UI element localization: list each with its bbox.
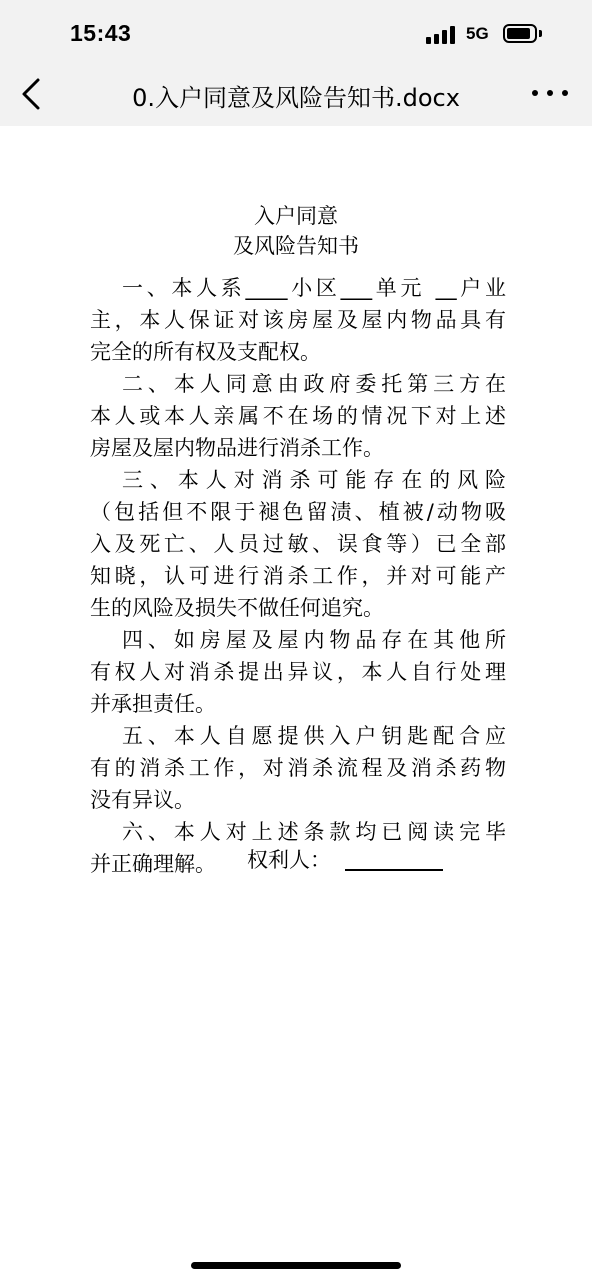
clause-line: 入及死亡、人员过敏、误食等）已全部 (90, 532, 506, 556)
clause-line: 知晓，认可进行消杀工作，并对可能产 (90, 564, 506, 588)
clause-line: （包括但不限于褪色留渍、植被/动物吸 (90, 500, 506, 524)
document-file-name: 0.入户同意及风险告知书.docx (132, 84, 460, 112)
clause-line: 本人或本人亲属不在场的情况下对上述 (90, 404, 506, 428)
battery-tip (539, 30, 542, 37)
clause-line: 三、本人对消杀可能存在的风险 (122, 468, 506, 492)
clause-line: 完全的所有权及支配权。 (90, 340, 321, 364)
nav-bar (0, 62, 592, 126)
clause-5 (90, 720, 506, 816)
doc-title-line-1: 入户同意 (254, 204, 338, 228)
clause-line: 没有异议。 (90, 788, 195, 812)
clause-4 (90, 624, 506, 720)
signal-icon (426, 26, 458, 44)
clause-2 (90, 368, 506, 464)
back-button[interactable] (18, 76, 48, 112)
doc-title-line-2: 及风险告知书 (233, 234, 359, 258)
clause-line: 二、本人同意由政府委托第三方在 (122, 372, 506, 396)
clause-line: 一、本人系____小区___单元 __户业 (122, 276, 506, 300)
clause-line: 四、如房屋及屋内物品存在其他所 (122, 628, 506, 652)
document-page (0, 126, 592, 1280)
clause-1 (90, 272, 506, 368)
clause-3 (90, 464, 506, 624)
battery-icon (503, 24, 537, 43)
clause-line: 并正确理解。 (90, 852, 216, 876)
signature-label: 权利人： (247, 848, 331, 872)
clause-line: 有权人对消杀提出异议，本人自行处理 (90, 660, 506, 684)
chevron-left-icon (18, 76, 48, 112)
clause-line: 主，本人保证对该房屋及屋内物品具有 (90, 308, 506, 332)
more-dots-icon (532, 90, 538, 96)
clause-line: 房屋及屋内物品进行消杀工作。 (90, 436, 384, 460)
signature-line (345, 869, 443, 871)
clause-line: 并承担责任。 (90, 692, 216, 716)
clause-line: 五、本人自愿提供入户钥匙配合应 (122, 724, 506, 748)
clause-line: 有的消杀工作，对消杀流程及消杀药物 (90, 756, 506, 780)
status-bar (0, 0, 592, 62)
clause-line: 六、本人对上述条款均已阅读完毕 (122, 820, 506, 844)
more-button[interactable] (532, 88, 568, 98)
home-indicator[interactable] (191, 1262, 401, 1269)
network-type: 5G (466, 24, 489, 43)
status-time: 15:43 (70, 20, 132, 46)
clause-line: 生的风险及损失不做任何追究。 (90, 596, 384, 620)
